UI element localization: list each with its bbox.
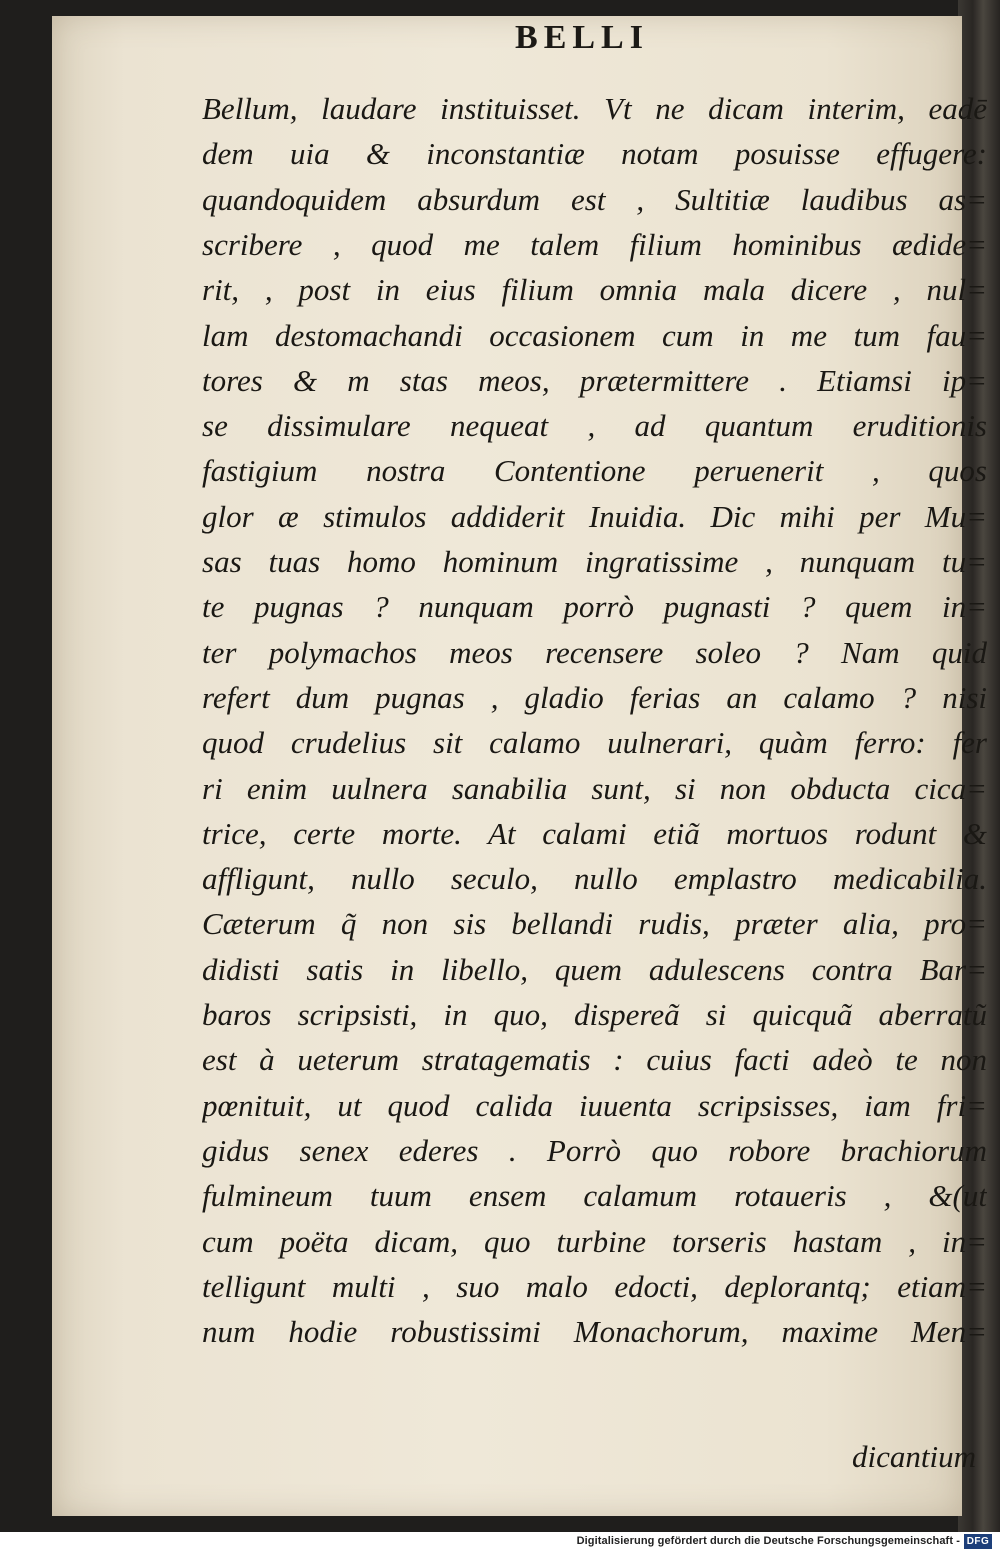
text-line-6: lam destomachandi occasionem cum in me tum fau= (202, 317, 987, 353)
footer-bar (0, 1532, 1000, 1552)
text-line-16: ri enim uulnera sanabilia sunt, si non obducta cica= (202, 770, 987, 806)
text-block (202, 86, 992, 1474)
text-line-23: pœnituit, ut quod calida iuuenta scripsisses, iam fri= (202, 1087, 987, 1123)
text-line-19: Cæterum q̃ non sis bellandi rudis, præter alia, pro= (202, 906, 987, 942)
catchword: dicantium (852, 1439, 976, 1474)
text-line-22: est à ueterum stratagematis : cuius facti adeò te non (202, 1042, 987, 1078)
funding-credit: Digitalisierung gefördert durch die Deutsche Forschungsgemeinschaft - (576, 1535, 960, 1547)
text-line-3: quandoquidem absurdum est , Sultitiæ laudibus as= (202, 181, 987, 217)
text-line-5: rit, , post in eius filium omnia mala dicere , nul= (202, 272, 987, 308)
text-line-20: didisti satis in libello, quem adulescens contra Bar= (202, 951, 987, 987)
text-line-25: fulmineum tuum ensem calamum rotaueris , &(ut (202, 1178, 987, 1214)
text-line-4: scribere , quod me talem filium hominibus ædide= (202, 226, 987, 262)
text-line-27: telligunt multi , suo malo edocti, deplorantq; etiam= (202, 1268, 987, 1304)
text-line-15: quod crudelius sit calamo uulnerari, quàm ferro: fer (202, 725, 987, 761)
text-line-17: trice, certe morte. At calami etiã mortuos rodunt & (202, 815, 987, 851)
book-page (52, 16, 987, 1516)
running-head: BELLI (515, 19, 649, 56)
text-line-12: te pugnas ? nunquam porrò pugnasti ? quem in= (202, 589, 987, 625)
text-line-21: baros scripsisti, in quo, dispereã si quicquã aberratũ (202, 997, 987, 1032)
text-line-10: glor æ stimulos addiderit Inuidia. Dic mihi per Mu= (202, 498, 987, 534)
text-line-14: refert dum pugnas , gladio ferias an calamo ? nisi (202, 679, 987, 715)
text-line-2: dem uia & inconstantiæ notam posuisse effugere: (202, 136, 987, 172)
text-line-7: tores & m stas meos, prætermittere . Etiamsi ip= (202, 362, 987, 398)
text-line-28: num hodie robustissimi Monachorum, maxime Men= (202, 1314, 987, 1350)
text-line-1: Bellum, laudare instituisset. Vt ne dicam interim, eadē (202, 91, 987, 126)
text-line-26: cum poëta dicam, quo turbine torseris hastam , in= (202, 1223, 987, 1259)
text-line-24: gidus senex ederes . Porrò quo robore brachiorum (202, 1132, 987, 1168)
text-line-9: fastigium nostra Contentione peruenerit , quos (202, 453, 987, 489)
text-line-18: affligunt, nullo seculo, nullo emplastro medicabilia. (202, 861, 987, 897)
text-line-13: ter polymachos meos recensere soleo ? Nam quid (202, 634, 987, 670)
text-line-8: se dissimulare nequeat , ad quantum eruditionis (202, 408, 987, 444)
text-line-11: sas tuas homo hominum ingratissime , nunquam tu= (202, 544, 987, 579)
dfg-logo-icon[interactable]: DFG (964, 1534, 992, 1549)
